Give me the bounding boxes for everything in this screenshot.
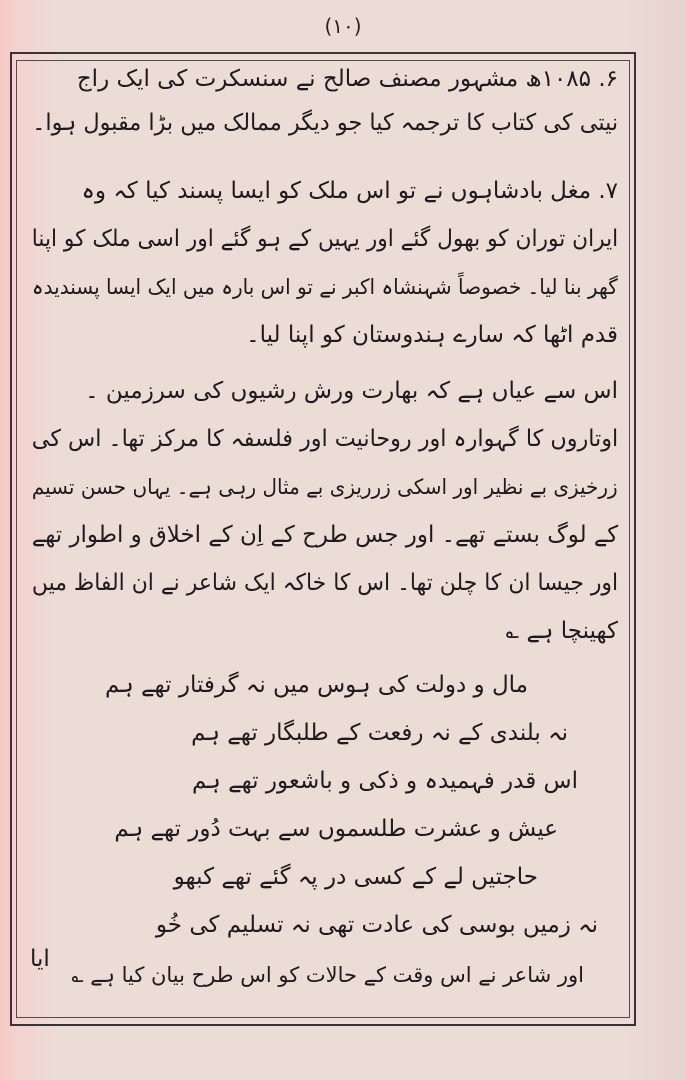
paragraph-8-line-5: اور جیسا ان کا چلن تھا۔ اس کا خاکہ ایک شاعر نے ان الفاظ میں: [31, 570, 618, 596]
paragraph-8-line-3: زرخیزی بے نظیر اور اسکی زرریزی بے مثال رہی ہے۔ یہاں حسن تسیم: [32, 475, 618, 499]
poem-verse-5: حاجتیں لے کے کسی در پہ گئے تھے کبھو: [173, 864, 538, 890]
poem-verse-6: نہ زمیں بوسی کی عادت تھی نہ تسلیم کی خُو: [155, 912, 598, 938]
paragraph-7-line-4: قدم اٹھا کہ سارے ہندوستان کو اپنا لیا۔: [246, 322, 618, 348]
paragraph-8-line-2: اوتاروں کا گہوارہ اور روحانیت اور فلسفہ کا مرکز تھا۔ اس کی: [31, 426, 618, 452]
paragraph-8-line-4: کے لوگ بستے تھے۔ اور جس طرح کے اِن کے اخلاق و اطوار تھے: [31, 522, 618, 548]
poem-verse-1: مال و دولت کی ہوس میں نہ گرفتار تھے ہم: [104, 672, 528, 698]
paragraph-6-line-1: ۶. ۱۰۸۵ھ مشہور مصنف صالح نے سنسکرت کی ایک راج: [76, 66, 618, 92]
paragraph-7-line-3: گھر بنا لیا۔ خصوصاً شہنشاہ اکبر نے تو اس بارہ میں ایک ایسا پسندیدہ: [32, 275, 618, 299]
paragraph-8-line-1: اس سے عیاں ہے کہ بھارت ورش رشیوں کی سرزمین ۔: [85, 378, 618, 404]
paragraph-7-line-2: ایران توران کو بھول گئے اور یہیں کے ہو گئے اور اسی ملک کو اپنا: [31, 226, 618, 252]
margin-mark: ایا: [30, 946, 50, 972]
paragraph-7-line-1: ۷. مغل بادشاہوں نے تو اس ملک کو ایسا پسند کیا کہ وہ: [81, 178, 618, 204]
paragraph-8-line-6: کھینچا ہے ؎: [505, 618, 618, 644]
paragraph-6-line-2: نیتی کی کتاب کا ترجمہ کیا جو دیگر ممالک میں بڑا مقبول ہوا۔: [32, 110, 618, 136]
page-number: (۱۰): [324, 14, 362, 38]
poem-verse-4: عیش و عشرت طلسموں سے بہت دُور تھے ہم: [114, 816, 558, 842]
poem-verse-2: نہ بلندی کے نہ رفعت کے طلبگار تھے ہم: [191, 720, 568, 746]
page-body: [28, 62, 618, 1012]
poem-verse-3: اس قدر فہمیدہ و ذکی و باشعور تھے ہم: [192, 768, 578, 794]
closing-line: اور شاعر نے اس وقت کے حالات کو اس طرح بیان کیا ہے ؎: [71, 963, 584, 987]
